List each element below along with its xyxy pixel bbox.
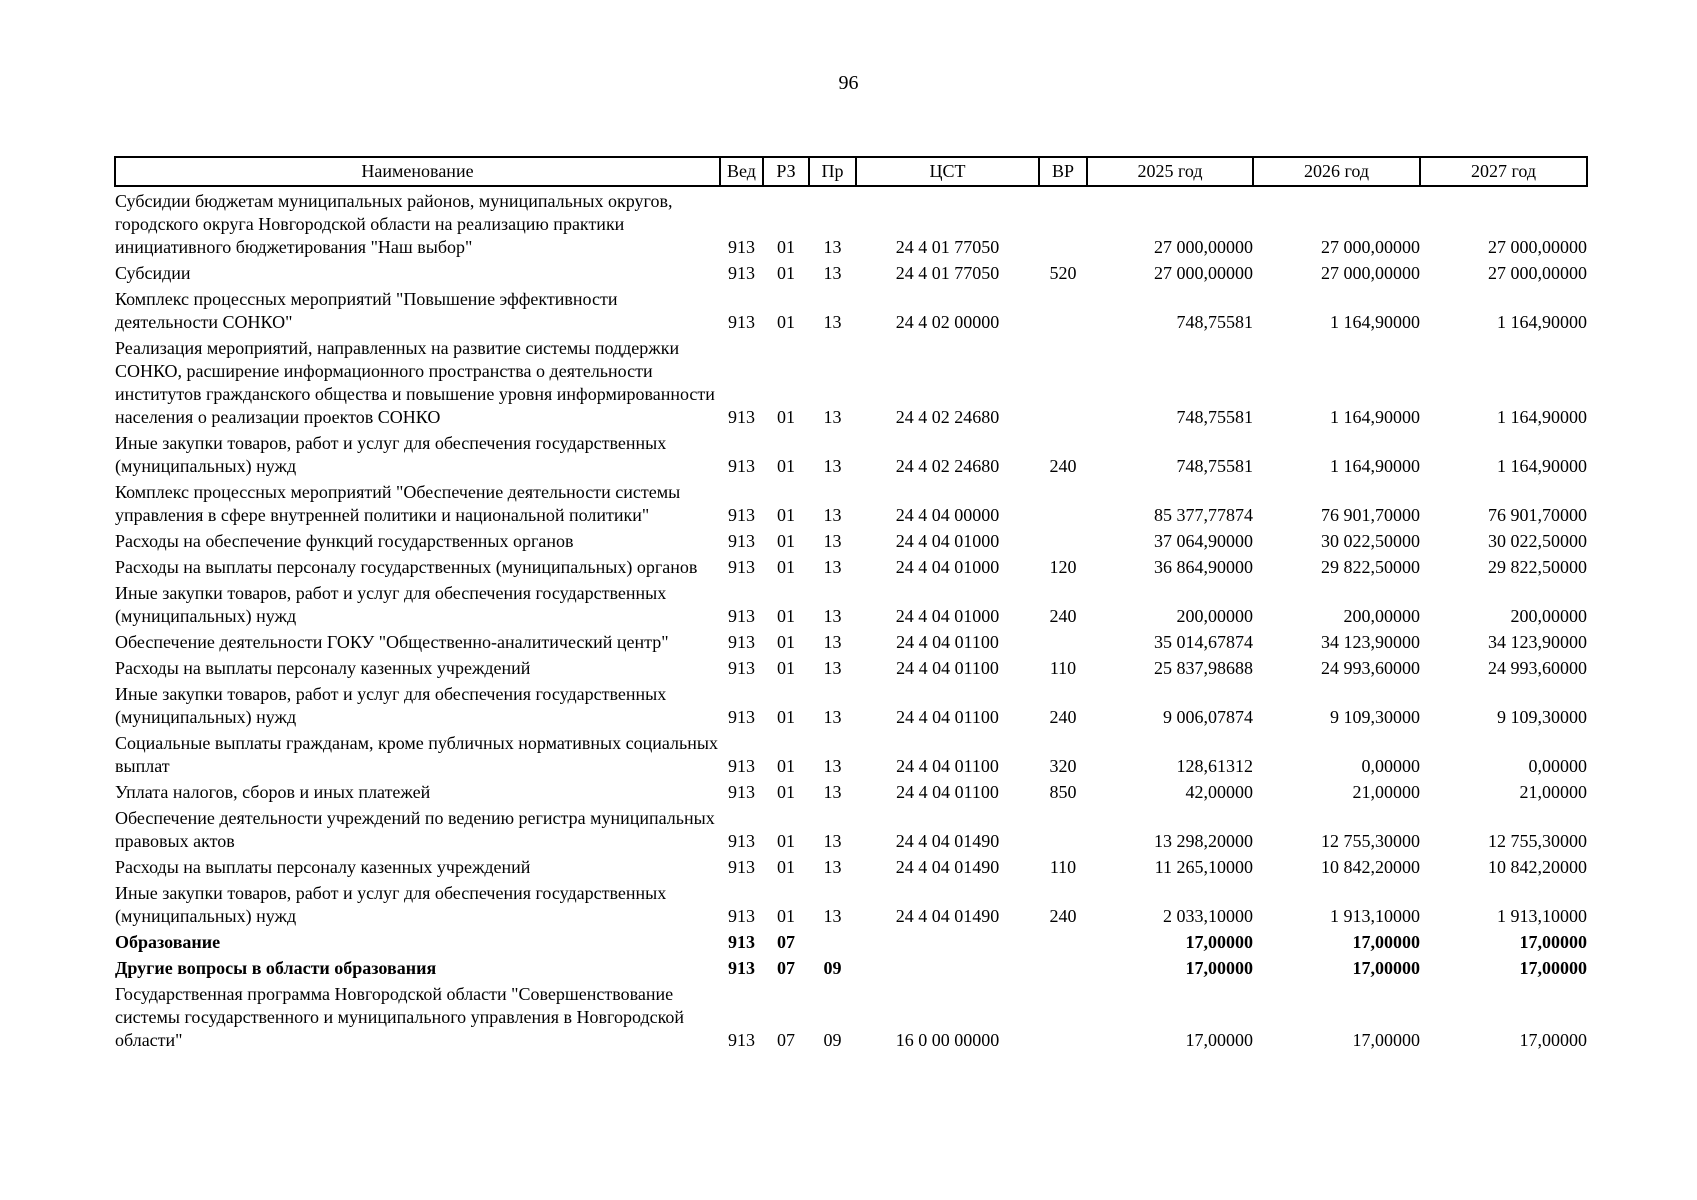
cell-2025: 36 864,90000 [1154,557,1253,577]
cell-2026: 34 123,90000 [1321,632,1420,652]
cell-cst: 24 4 04 00000 [895,505,1000,525]
cell-cst: 16 0 00 00000 [895,1030,1000,1050]
cell-rz: 01 [777,857,795,877]
cell-cst: 24 4 04 01000 [895,606,1000,626]
cell-pr: 13 [823,531,842,551]
table-row [115,654,1587,680]
cell-rz: 07 [777,958,795,978]
cell-vr: 850 [1049,782,1077,802]
cell-2027: 24 993,60000 [1488,658,1587,678]
cell-2026: 17,00000 [1352,932,1420,952]
header-vr: ВР [1039,157,1087,186]
cell-rz: 01 [777,756,795,776]
table-header-row [115,157,1587,186]
cell-2025: 748,75581 [1176,312,1253,332]
header-cst: ЦСТ [856,157,1039,186]
cell-2027: 76 901,70000 [1488,505,1587,525]
cell-name: Расходы на обеспечение функций государственных органов [115,531,574,551]
header-2027: 2027 год [1420,157,1587,186]
cell-pr: 13 [823,407,842,427]
header-name: Наименование [115,157,720,186]
cell-2025: 27 000,00000 [1154,263,1253,283]
cell-2025: 13 298,20000 [1154,831,1253,851]
cell-vr [1039,804,1087,853]
table-row [115,628,1587,654]
cell-rz: 07 [777,932,795,952]
cell-2027: 1 164,90000 [1497,407,1587,427]
cell-2026: 1 164,90000 [1330,456,1420,476]
cell-name: Обеспечение деятельности ГОКУ "Общественно-аналитический центр" [115,632,669,652]
cell-vr: 240 [1049,606,1077,626]
cell-pr: 13 [823,263,842,283]
cell-name: Обеспечение деятельности учреждений по ведению регистра муниципальных правовых актов [115,808,715,851]
cell-2025: 42,00000 [1185,782,1253,802]
cell-2026: 12 755,30000 [1321,831,1420,851]
cell-pr: 13 [823,831,842,851]
cell-ved: 913 [728,831,755,851]
cell-cst: 24 4 04 01000 [895,531,1000,551]
cell-rz: 01 [777,237,795,257]
cell-ved: 913 [728,312,755,332]
cell-ved: 913 [728,1030,755,1050]
table-row [115,980,1587,1052]
cell-name: Комплекс процессных мероприятий "Повышение эффективности деятельности СОНКО" [115,289,618,332]
table-row [115,285,1587,334]
cell-2026: 1 913,10000 [1330,906,1420,926]
header-pr: Пр [809,157,856,186]
cell-rz: 01 [777,658,795,678]
cell-name: Образование [115,932,221,952]
table-row [115,527,1587,553]
cell-2025: 9 006,07874 [1163,707,1253,727]
cell-ved: 913 [728,782,755,802]
cell-ved: 913 [728,756,755,776]
cell-ved: 913 [728,531,755,551]
cell-2027: 27 000,00000 [1488,237,1587,257]
cell-cst: 24 4 04 01100 [896,658,999,678]
cell-pr: 13 [823,237,842,257]
cell-2026: 24 993,60000 [1321,658,1420,678]
cell-name: Расходы на выплаты персоналу казенных учреждений [115,857,531,877]
cell-ved: 913 [728,557,755,577]
cell-rz: 01 [777,312,795,332]
cell-2027: 29 822,50000 [1488,557,1587,577]
cell-name: Расходы на выплаты персоналу государственных (муниципальных) органов [115,557,698,577]
table-row [115,334,1587,429]
cell-2025: 17,00000 [1185,1030,1253,1050]
cell-name: Иные закупки товаров, работ и услуг для обеспечения государственных (муниципальных) нужд [115,883,667,926]
cell-2025: 748,75581 [1176,407,1253,427]
cell-name: Расходы на выплаты персоналу казенных учреждений [115,658,531,678]
cell-pr: 13 [823,707,842,727]
cell-2027: 9 109,30000 [1497,707,1587,727]
cell-pr: 13 [823,456,842,476]
cell-vr [1039,478,1087,527]
cell-cst: 24 4 04 01100 [896,707,999,727]
cell-cst: 24 4 04 01100 [896,632,999,652]
table-row [115,954,1587,980]
cell-name: Иные закупки товаров, работ и услуг для обеспечения государственных (муниципальных) нужд [115,433,667,476]
cell-vr [1039,628,1087,654]
table-row [115,879,1587,928]
cell-vr: 240 [1049,456,1077,476]
cell-2026: 9 109,30000 [1330,707,1420,727]
table-body [115,186,1587,1052]
table-row [115,680,1587,729]
cell-2027: 10 842,20000 [1488,857,1587,877]
cell-name: Реализация мероприятий, направленных на развитие системы поддержки СОНКО, расширение информационного пространства о деятельности институтов гражданского общества и повышение уровня информированности населения о реализации проектов СОНКО [115,338,715,427]
cell-rz: 01 [777,831,795,851]
table-row [115,778,1587,804]
cell-2025: 35 014,67874 [1154,632,1253,652]
cell-vr [1039,285,1087,334]
cell-name: Уплата налогов, сборов и иных платежей [115,782,431,802]
cell-cst: 24 4 01 77050 [895,263,1000,283]
cell-pr: 13 [823,312,842,332]
table-row [115,553,1587,579]
cell-cst: 24 4 04 01000 [895,557,1000,577]
cell-name: Другие вопросы в области образования [115,958,437,978]
cell-rz: 01 [777,407,795,427]
cell-ved: 913 [728,263,755,283]
cell-2026: 200,00000 [1343,606,1420,626]
cell-rz: 01 [777,906,795,926]
cell-rz: 01 [777,263,795,283]
cell-2026: 17,00000 [1352,958,1420,978]
cell-2026: 27 000,00000 [1321,237,1420,257]
cell-2025: 37 064,90000 [1154,531,1253,551]
cell-2025: 200,00000 [1176,606,1253,626]
cell-2027: 12 755,30000 [1488,831,1587,851]
cell-pr: 13 [823,782,842,802]
cell-name: Иные закупки товаров, работ и услуг для обеспечения государственных (муниципальных) нужд [115,684,667,727]
table-row [115,429,1587,478]
cell-2027: 1 913,10000 [1497,906,1587,926]
cell-cst: 24 4 04 01490 [895,906,1000,926]
cell-ved: 913 [728,632,755,652]
cell-2027: 21,00000 [1519,782,1587,802]
cell-vr: 120 [1049,557,1077,577]
table-row [115,928,1587,954]
cell-2026: 27 000,00000 [1321,263,1420,283]
cell-name: Комплекс процессных мероприятий "Обеспечение деятельности системы управления в сфере внутренней политики и национальной политики" [115,482,681,525]
cell-2027: 30 022,50000 [1488,531,1587,551]
cell-vr: 320 [1049,756,1077,776]
cell-2025: 11 265,10000 [1154,857,1253,877]
cell-name: Иные закупки товаров, работ и услуг для обеспечения государственных (муниципальных) нужд [115,583,667,626]
cell-vr [1039,928,1087,954]
cell-vr: 110 [1049,857,1077,877]
header-2025: 2025 год [1087,157,1253,186]
cell-pr: 13 [823,632,842,652]
cell-ved: 913 [728,456,755,476]
cell-cst: 24 4 04 01100 [896,782,999,802]
cell-2026: 1 164,90000 [1330,407,1420,427]
cell-ved: 913 [728,958,755,978]
cell-ved: 913 [728,237,755,257]
cell-vr: 110 [1049,658,1077,678]
cell-cst: 24 4 01 77050 [895,237,1000,257]
cell-vr: 240 [1049,906,1077,926]
cell-rz: 01 [777,456,795,476]
cell-ved: 913 [728,505,755,525]
cell-2026: 1 164,90000 [1330,312,1420,332]
cell-vr [1039,334,1087,429]
cell-2027: 17,00000 [1519,1030,1587,1050]
cell-ved: 913 [728,606,755,626]
header-rz: РЗ [763,157,809,186]
cell-name: Социальные выплаты гражданам, кроме публичных нормативных социальных выплат [115,733,718,776]
cell-2026: 30 022,50000 [1321,531,1420,551]
cell-2026: 76 901,70000 [1321,505,1420,525]
cell-2026: 0,00000 [1361,756,1420,776]
cell-2026: 29 822,50000 [1321,557,1420,577]
cell-2025: 27 000,00000 [1154,237,1253,257]
table-row [115,853,1587,879]
table-row [115,579,1587,628]
cell-vr [1039,980,1087,1052]
cell-rz: 01 [777,632,795,652]
cell-rz: 01 [777,505,795,525]
header-2026: 2026 год [1253,157,1420,186]
cell-2026: 21,00000 [1352,782,1420,802]
cell-vr: 520 [1049,263,1077,283]
cell-pr: 13 [823,658,842,678]
cell-2027: 1 164,90000 [1497,456,1587,476]
cell-2025: 128,61312 [1176,756,1253,776]
cell-vr [1039,527,1087,553]
cell-ved: 913 [728,707,755,727]
cell-cst: 24 4 04 01490 [895,857,1000,877]
cell-pr: 09 [823,1030,842,1050]
header-ved: Вед [720,157,763,186]
cell-cst: 24 4 04 01490 [895,831,1000,851]
table-row [115,186,1587,259]
cell-vr: 240 [1049,707,1077,727]
cell-rz: 07 [777,1030,795,1050]
cell-cst [856,954,1039,980]
cell-ved: 913 [728,932,755,952]
cell-rz: 01 [777,782,795,802]
cell-rz: 01 [777,707,795,727]
budget-table [114,156,1588,1052]
cell-cst: 24 4 02 00000 [895,312,1000,332]
cell-2027: 34 123,90000 [1488,632,1587,652]
cell-2025: 17,00000 [1185,958,1253,978]
cell-pr: 13 [823,606,842,626]
cell-ved: 913 [728,906,755,926]
cell-rz: 01 [777,606,795,626]
cell-vr [1039,186,1087,259]
cell-2025: 25 837,98688 [1154,658,1253,678]
cell-2025: 2 033,10000 [1163,906,1253,926]
table-row [115,259,1587,285]
cell-2027: 17,00000 [1519,958,1587,978]
table-row [115,478,1587,527]
cell-2026: 17,00000 [1352,1030,1420,1050]
page-number: 96 [838,72,859,94]
cell-name: Субсидии [115,263,191,283]
cell-pr: 09 [823,958,842,978]
cell-pr: 13 [823,756,842,776]
cell-rz: 01 [777,557,795,577]
cell-2025: 17,00000 [1185,932,1253,952]
cell-ved: 913 [728,407,755,427]
cell-name: Государственная программа Новгородской области "Совершенствование системы государственного и муниципального управления в Новгородской области" [115,984,685,1050]
cell-pr: 13 [823,505,842,525]
cell-2026: 10 842,20000 [1321,857,1420,877]
cell-pr [809,928,856,954]
cell-cst: 24 4 02 24680 [895,407,1000,427]
cell-ved: 913 [728,658,755,678]
table-row [115,729,1587,778]
cell-name: Субсидии бюджетам муниципальных районов, муниципальных округов, городского округа Новгородской области на реализацию практики инициативного бюджетирования "Наш выбор" [115,191,673,257]
cell-cst [856,928,1039,954]
cell-ved: 913 [728,857,755,877]
cell-2025: 748,75581 [1176,456,1253,476]
cell-2027: 27 000,00000 [1488,263,1587,283]
table-row [115,804,1587,853]
cell-cst: 24 4 04 01100 [896,756,999,776]
cell-2027: 17,00000 [1519,932,1587,952]
cell-cst: 24 4 02 24680 [895,456,1000,476]
cell-pr: 13 [823,557,842,577]
cell-2025: 85 377,77874 [1154,505,1253,525]
cell-2027: 1 164,90000 [1497,312,1587,332]
cell-vr [1039,954,1087,980]
cell-pr: 13 [823,906,842,926]
cell-pr: 13 [823,857,842,877]
cell-2027: 200,00000 [1510,606,1587,626]
cell-rz: 01 [777,531,795,551]
cell-2027: 0,00000 [1528,756,1587,776]
